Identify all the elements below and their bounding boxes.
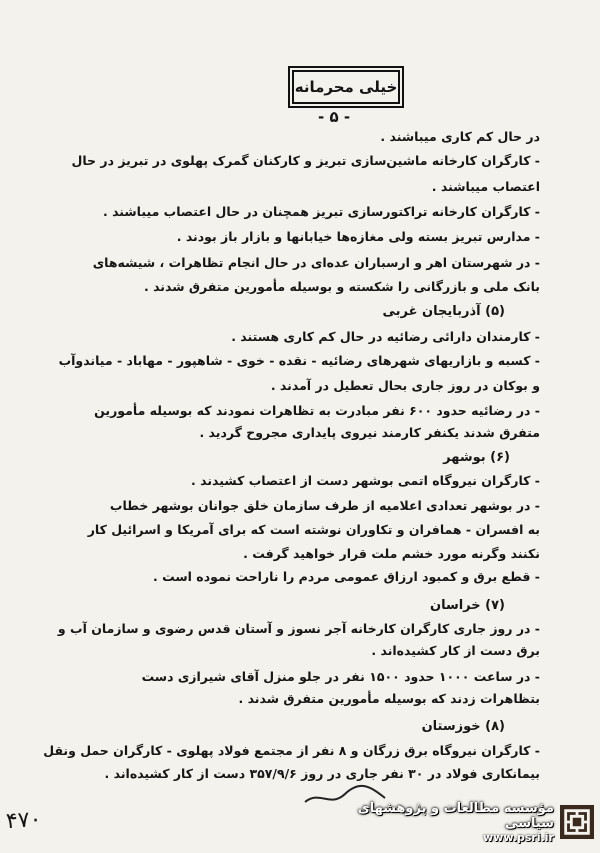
text-line: - در شهرستان اهر و ارسباران عده‌ای در حال انجام تظاهرات ، شیشه‌های xyxy=(92,255,540,270)
text-line: - کارگران نیروگاه برق زرگان و ۸ نفر از مجتمع فولاد پهلوی - کارگران حمل ونقل xyxy=(43,743,540,758)
institute-watermark xyxy=(318,800,594,844)
text-line: - کارگران کارخانه ماشین‌سازی تبریز و کارکنان گمرک پهلوی در تبریز در حال xyxy=(71,153,540,168)
text-line: بیمانکاری فولاد در ۳۰ نفر جاری در روز ۳۵۷/۹/۶ دست از کار کشیده‌اند . xyxy=(104,766,540,781)
text-line: - کارگران کارخانه تراکتورسازی تبریز همچنان در حال اعتصاب میباشند . xyxy=(102,204,540,219)
section-heading: (۵) آذربایجان غربی xyxy=(382,304,505,319)
classification-stamp: خیلی محرمانه xyxy=(292,70,400,104)
section-heading: (۶) بوشهر xyxy=(443,450,510,465)
text-line: - کارگران نیروگاه اتمی بوشهر دست از اعتصاب کشیدند . xyxy=(191,473,540,488)
text-line: و بوکان در روز جاری بحال تعطیل در آمدند . xyxy=(270,378,540,393)
handwritten-page-number: ۴۷۰ xyxy=(5,806,43,835)
watermark-url: www.psri.ir xyxy=(483,830,554,844)
text-line: - مدارس تبریز بسته ولی مغازه‌ها خیابانها و بازار باز بودند . xyxy=(176,229,540,244)
text-line: به افسران - همافران و تکاوران نوشته است که برای آمریکا و اسرائیل کار xyxy=(87,522,540,537)
text-line: - قطع برق و کمبود ارزاق عمومی مردم را ناراحت نموده است . xyxy=(153,569,540,584)
text-line: برق دست از کار کشیده‌اند . xyxy=(371,643,540,658)
text-line: متفرق شدند یکنفر کارمند نیروی پایداری مجروح گردید . xyxy=(199,425,540,440)
section-heading: (۷) خراسان xyxy=(429,598,505,613)
text-line: بانک ملی و بازرگانی را شکسته و بوسیله مأمورین متفرق شدند . xyxy=(143,279,540,294)
text-line: - در ساعت ۱۰۰۰ حدود ۱۵۰۰ نفر در جلو منزل آقای شیرازی دست xyxy=(141,669,540,684)
text-line: بتظاهرات زدند که بوسیله مأمورین متفرق شدند . xyxy=(238,691,540,706)
watermark-title: مؤسسه مطالعات و پژوهشهای سیاسی xyxy=(357,800,554,831)
text-line: - کسبه و بازاریهای شهرهای رضائیه - نقده - خوی - شاهپور - مهاباد - میاندوآب xyxy=(58,353,540,368)
section-heading: (۸) خوزستان xyxy=(421,719,505,734)
text-line: - در رضائیه حدود ۶۰۰ نفر مبادرت به تظاهرات نمودند که بوسیله مأمورین xyxy=(94,403,540,418)
text-line: - کارمندان دارائی رضائیه در حال کم کاری هستند . xyxy=(231,329,540,344)
text-line: - در بوشهر تعدادی اعلامیه از طرف سازمان خلق جوانان بوشهر خطاب xyxy=(109,498,540,513)
text-line: اعتصاب میباشند . xyxy=(431,179,540,194)
text-line: نکنند وگرنه مورد خشم ملت قرار خواهید گرفت . xyxy=(243,546,540,561)
page-number: - ۵ - xyxy=(318,108,351,126)
text-line: - در روز جاری کارگران کارخانه آجر نسوز و آستان قدس رضوی و سازمان آب و xyxy=(57,621,540,636)
text-line: در حال کم کاری میباشند . xyxy=(380,129,540,144)
institute-logo-icon xyxy=(560,804,594,840)
